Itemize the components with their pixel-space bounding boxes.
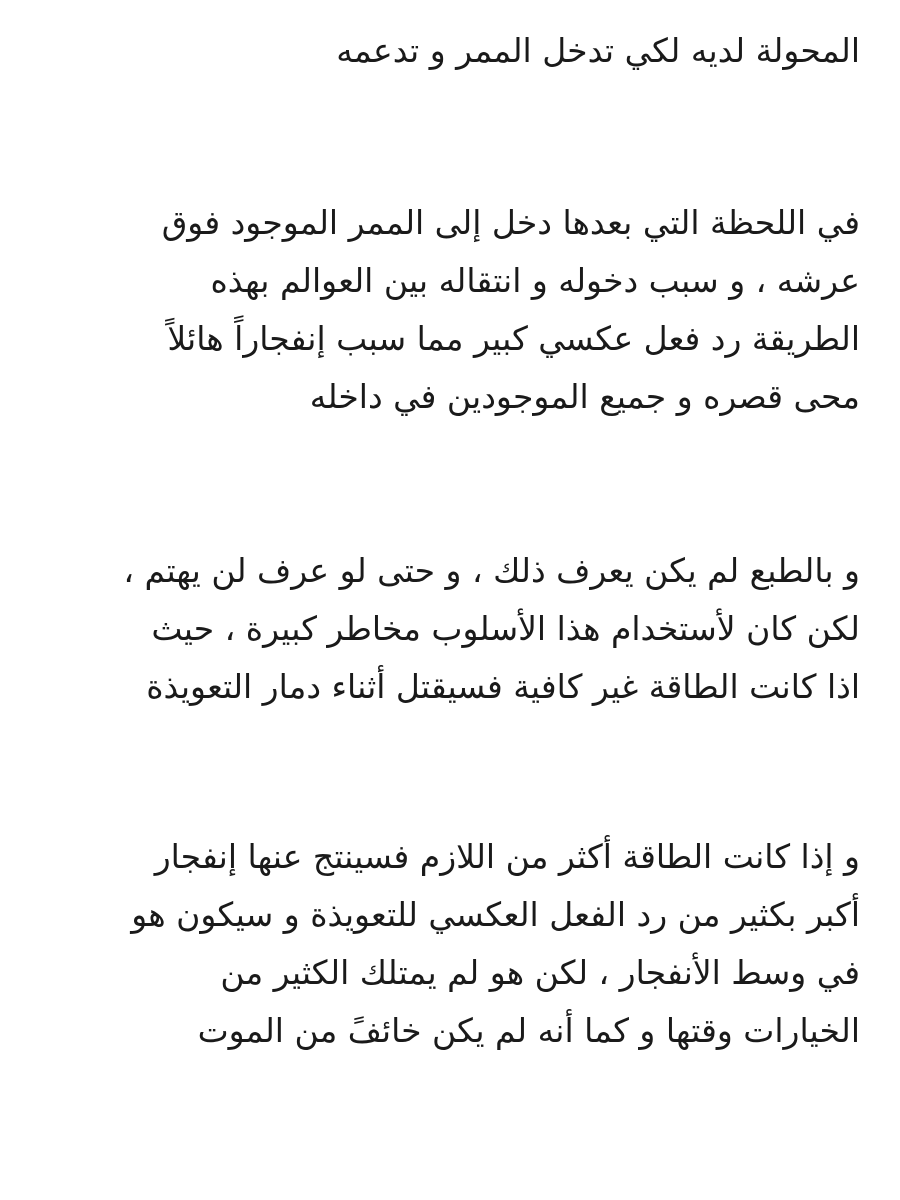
text-line: و إذا كانت الطاقة أكثر من اللازم فسينتج عنها إنفجار (154, 837, 860, 876)
text-line: في وسط الأنفجار ، لكن هو لم يمتلك الكثير من (220, 953, 860, 992)
text-line: في اللحظة التي بعدها دخل إلى الممر الموجود فوق (161, 203, 860, 242)
text-line: عرشه ، و سبب دخوله و انتقاله بين العوالم بهذه (210, 261, 860, 300)
text-line: محى قصره و جميع الموجودين في داخله (309, 377, 860, 416)
paragraph-3 (40, 542, 860, 716)
text-line: الخيارات وقتها و كما أنه لم يكن خائفً من الموت (197, 1011, 860, 1050)
text-line: اذا كانت الطاقة غير كافية فسيقتل أثناء دمار التعويذة (146, 667, 860, 706)
paragraph-4 (40, 828, 860, 1060)
text-line: الطريقة رد فعل عكسي كبير مما سبب إنفجاراً هائلاً (167, 319, 860, 358)
paragraph-1 (40, 22, 860, 80)
text-line: المحولة لديه لكي تدخل الممر و تدعمه (336, 31, 860, 70)
text-line: لكن كان لأستخدام هذا الأسلوب مخاطر كبيرة ، حيث (151, 609, 860, 648)
text-line: أكبر بكثير من رد الفعل العكسي للتعويذة و سيكون هو (131, 895, 860, 934)
paragraph-2 (40, 194, 860, 426)
text-line: و بالطبع لم يكن يعرف ذلك ، و حتى لو عرف لن يهتم ، (123, 551, 860, 590)
